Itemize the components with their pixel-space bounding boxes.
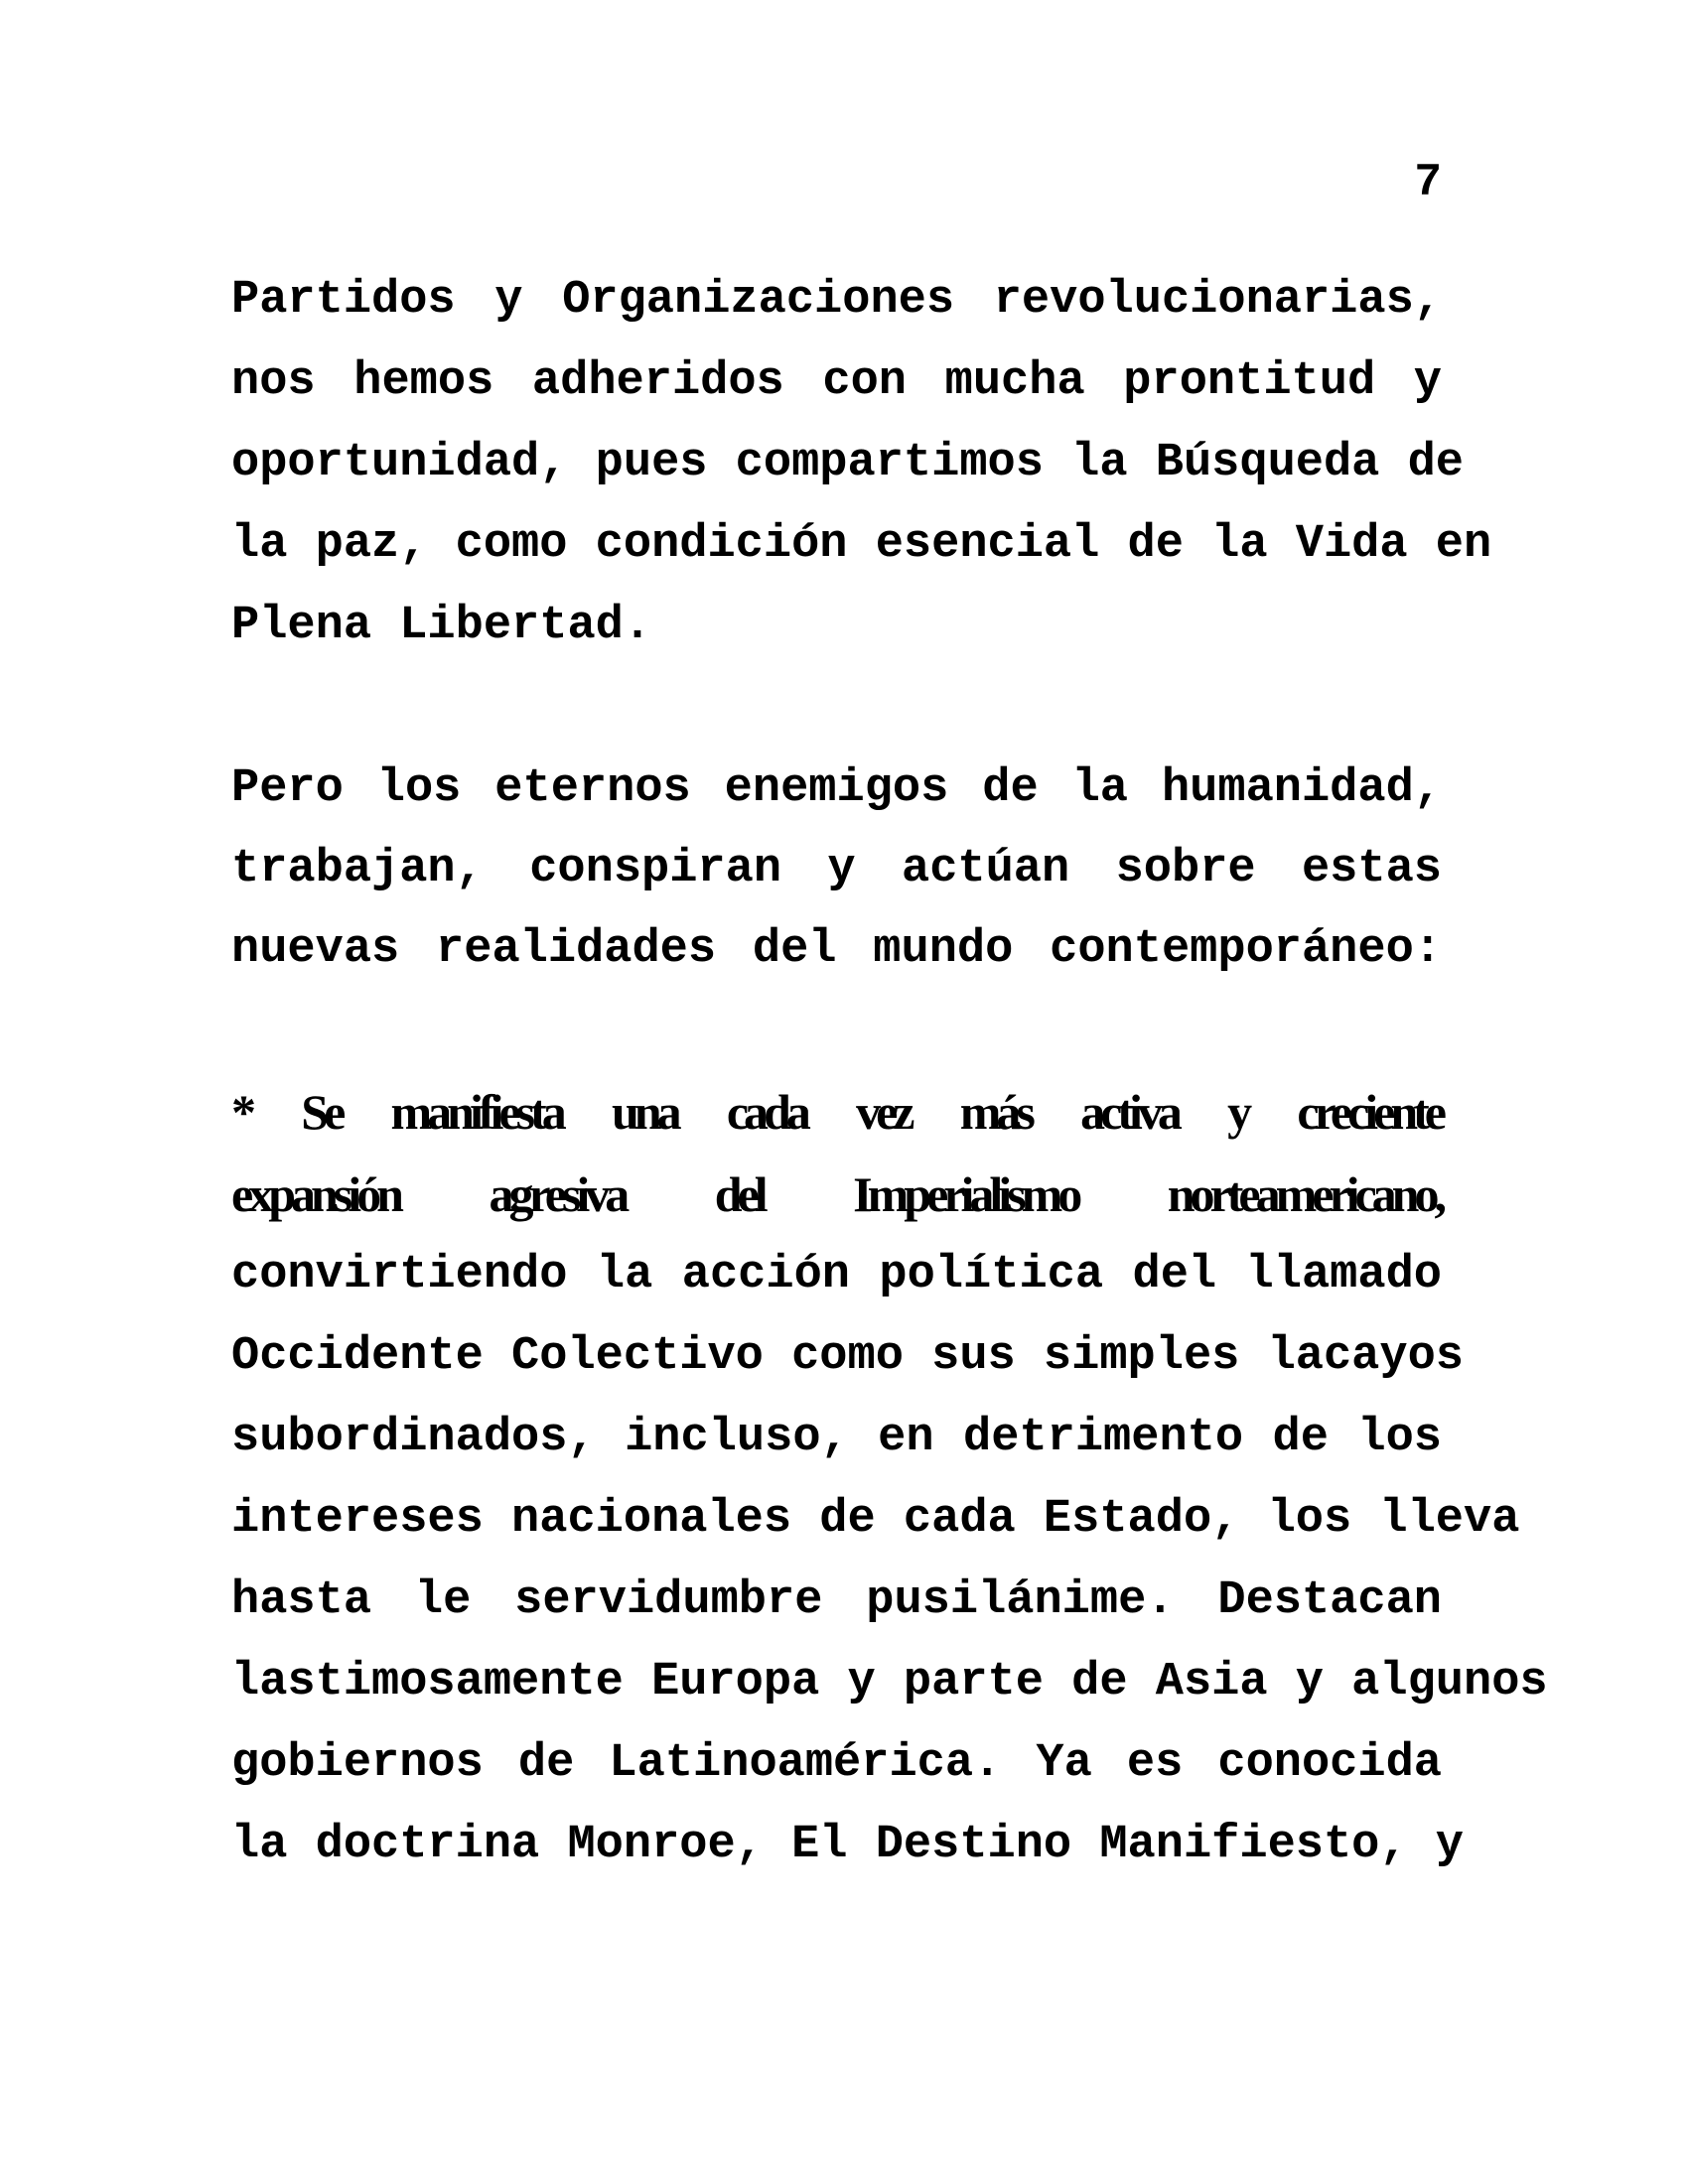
text-line: subordinados, incluso, en detrimento de los: [231, 1412, 1442, 1464]
text-line: lastimosamente Europa y parte de Asia y algunos: [231, 1656, 1548, 1708]
text-line: hasta le servidumbre pusilánime. Destacan: [231, 1574, 1442, 1627]
text-line: nuevas realidades del mundo contemporáneo:: [231, 923, 1442, 976]
text-line: Occidente Colectivo como sus simples lacayos: [231, 1330, 1465, 1383]
text-line: Plena Libertad.: [231, 600, 652, 652]
text-line: Partidos y Organizaciones revolucionarias,: [231, 274, 1442, 327]
text-line: la paz, como condición esencial de la Vida en: [231, 518, 1492, 571]
text-line: gobiernos de Latinoamérica. Ya es conocida: [231, 1737, 1442, 1790]
text-line: nos hemos adheridos con mucha prontitud y: [231, 355, 1442, 408]
text-line: oportunidad, pues compartimos la Búsqueda de: [231, 437, 1465, 489]
text-line: convirtiendo la acción política del llamado: [231, 1249, 1442, 1301]
text-line: la doctrina Monroe, El Destino Manifiesto, y: [231, 1819, 1465, 1871]
text-line: * Se manifiesta una cada vez más activa y creciente: [231, 1084, 1442, 1140]
text-line: Pero los eternos enemigos de la humanidad,: [231, 762, 1442, 815]
page-number: 7: [1414, 157, 1442, 208]
text-line: trabajan, conspiran y actúan sobre estas: [231, 843, 1442, 895]
text-line: expansión agresiva del Imperialismo norteamericano,: [231, 1166, 1442, 1222]
text-line: intereses nacionales de cada Estado, los lleva: [231, 1493, 1520, 1546]
